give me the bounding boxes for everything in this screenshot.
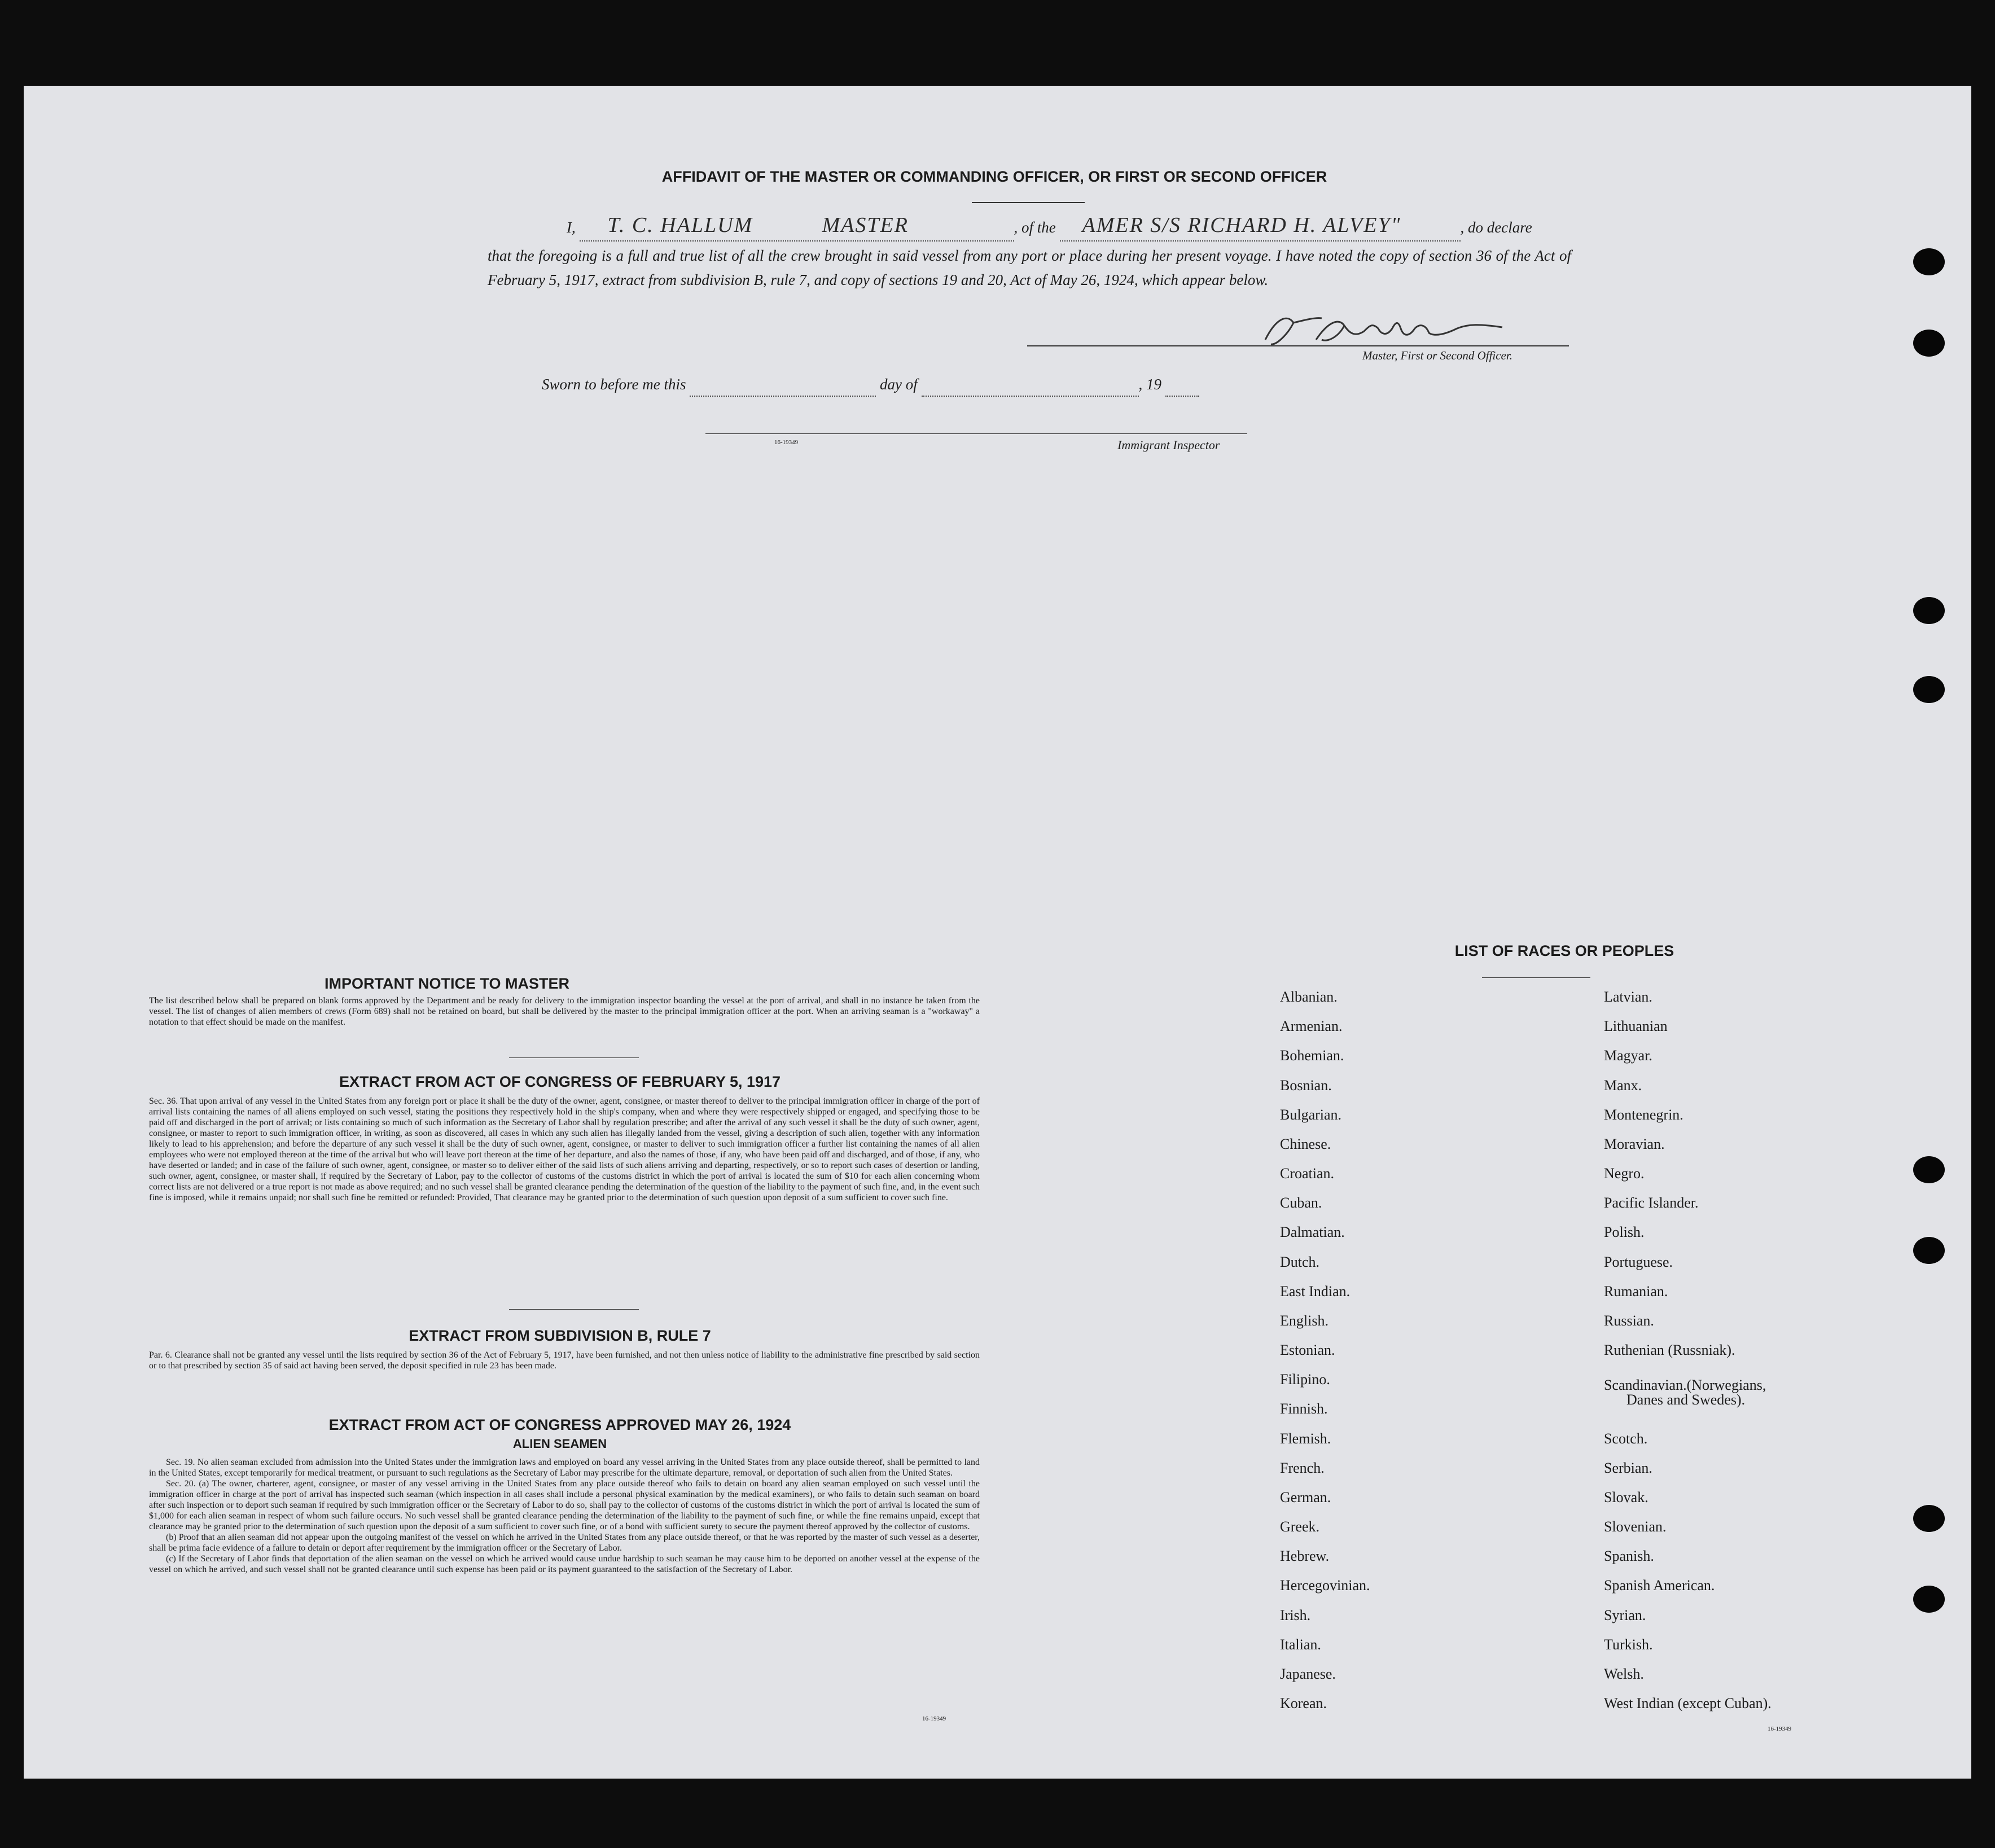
race-item: Negro. [1604, 1165, 1645, 1182]
race-item: Spanish. [1604, 1548, 1654, 1564]
race-item: Danes and Swedes). [1626, 1392, 1746, 1408]
race-item: Armenian. [1280, 1018, 1343, 1034]
extract-1924-title: EXTRACT FROM ACT OF CONGRESS APPROVED MAY 26, 1924 [328, 1416, 791, 1433]
race-item: Polish. [1604, 1224, 1645, 1240]
race-item: Cuban. [1280, 1195, 1322, 1211]
binder-hole [1913, 248, 1945, 275]
races-left-column [1280, 989, 1562, 1711]
race-item: Magyar. [1604, 1047, 1652, 1064]
rule7-body: Par. 6. Clearance shall not be granted any vessel until the lists required by section 36 of the Act of February 5, 1917, have been furnished, and not then unless notice of liability to the administrative fine prescribed by said section or to that prescribed by section 35 of said act having been served, the deposit specified in rule 23 has been made. [149, 1350, 980, 1371]
extract-1924-body [149, 1457, 980, 1575]
affidavit-form-number: 16-19349 [774, 439, 799, 446]
race-item: Japanese. [1280, 1666, 1336, 1682]
race-item: Slovak. [1604, 1489, 1648, 1505]
race-item: Lithuanian [1604, 1018, 1668, 1034]
inspector-signature-line [705, 433, 1247, 434]
of-the-label: , of the [1014, 219, 1056, 236]
sec-20c-paragraph: (c) If the Secretary of Labor finds that deportation of the alien seaman on the vessel on which he arrived would cause undue hardship to such seaman he may cause him to be deported on another vessel at the expense of the vessel on which he arrived, and such vessel shall not be granted clearance until such expense has been paid or its payment guaranteed to the satisfaction of the Secretary of Labor. [149, 1554, 980, 1574]
race-item: Italian. [1280, 1636, 1321, 1653]
race-item: Scandinavian.(Norwegians, [1604, 1377, 1766, 1393]
race-item: English. [1280, 1313, 1328, 1329]
sworn-year-field[interactable] [1165, 396, 1199, 397]
race-item: Hercegovinian. [1280, 1577, 1370, 1594]
i-word: I, [567, 219, 576, 236]
sworn-month-field[interactable] [922, 396, 1139, 397]
race-item: Greek. [1280, 1518, 1320, 1535]
year-label: , 19 [1138, 376, 1161, 393]
race-item: Montenegrin. [1604, 1107, 1683, 1123]
sworn-line [542, 372, 1275, 397]
extract-1917-body: Sec. 36. That upon arrival of any vessel in the United States from any foreign port or place it shall be the duty of the owner, agent, consignee, or master thereof to deliver to the principal immigration officer in charge of the port of arrival lists containing the names of all aliens employed on such vessel, stating the positions they respectively hold in the ship's company, when and where they were respectively shipped or engaged, and specifying those to be paid off and discharged in the port of arrival; or lists containing so much of such information as the Secretary of Labor shall by regulation prescribe; and after the arrival of any such vessel it shall be the duty of such owner, agent, consignee, or master to report to such immigration officer, in writing, as soon as discovered, all cases in which any such alien has illegally landed from the vessel, giving a description of such alien, together with any information likely to lead to his apprehension; and before the departure of any such vessel it shall be the duty of such owner, agent, consignee, or master to deliver to such immigration officer a further list containing the names of all alien employees who were not employed thereon at the time of the arrival but who will leave port thereon at the time of her departure, and also the names of those, if any, who have been paid off and discharged, and of those, if any, who have deserted or landed; and in case of the failure of such owner, agent, consignee, or master so to deliver either of the said lists of such aliens arriving and departing, respectively, or so to report such cases of desertion or landing, such owner, agent, consignee, or master shall, if required by the Secretary of Labor, pay to the collector of customs of the customs district in which the port of arrival is located the sum of $10 for each alien concerning whom correct lists are not delivered or a true report is not made as above required; and no such vessel shall be granted clearance pending the determination of the question of the liability to the payment of such fine, and, in the event such fine is imposed, while it remains unpaid; nor shall such fine be remitted or refunded: Provided, That clearance may be granted prior to the determination of such question upon deposit of a sum sufficient to cover such fine. [149, 1096, 980, 1202]
sworn-date-field[interactable] [690, 396, 876, 397]
sec-20a-paragraph: Sec. 20. (a) The owner, charterer, agent, consignee, or master of any vessel arriving in the United States from any place outside thereof who fails to detain on board any alien seaman employed on such vessel until the immigration officer in charge at the port of arrival has inspected such seaman (which inspection in all cases shall include a personal physical examination by the medical examiners), or who fails to detain such seaman on board after such inspection or to deport such seaman if required by such immigration officer or the Secretary of Labor to do so, shall pay to the collector of customs of the customs district in which the port of arrival is located the sum of $1,000 for each alien seaman in respect of whom such failure occurs. No such vessel shall be granted clearance pending the determination of the liability to the payment of such fine, or while the fine remains unpaid, except that clearance may be granted prior to the determination of such question upon the deposit of a sum sufficient to cover such fine, or of a bond with sufficient surety to secure the payment thereof approved by the collector of customs. [149, 1479, 980, 1531]
vessel-name-field[interactable] [1060, 213, 1461, 242]
race-item: Estonian. [1280, 1342, 1335, 1358]
race-item: Latvian. [1604, 989, 1652, 1005]
races-right-column [1604, 989, 1886, 1711]
master-signature [1254, 311, 1514, 351]
binder-hole [1913, 330, 1945, 357]
race-item: Manx. [1604, 1077, 1642, 1094]
races-form-number: 16-19349 [1768, 1726, 1792, 1732]
race-item: Hebrew. [1280, 1548, 1330, 1564]
race-item: Albanian. [1280, 989, 1338, 1005]
race-item: Dalmatian. [1280, 1224, 1345, 1240]
race-item: French. [1280, 1460, 1325, 1476]
binder-hole [1913, 597, 1945, 624]
divider [509, 1057, 639, 1058]
day-of-label: day of [880, 376, 918, 393]
race-item: Syrian. [1604, 1607, 1646, 1623]
race-item: Welsh. [1604, 1666, 1644, 1682]
sec-20b-paragraph: (b) Proof that an alien seaman did not appear upon the outgoing manifest of the vessel on which he arrived in the United States from any place outside thereof, or that he was reported by the master of such vessel as a deserter, shall be prima facie evidence of a failure to detain or deport after requirement by the immigration officer or the Secretary of Labor. [149, 1533, 980, 1553]
extract-form-number: 16-19349 [922, 1715, 946, 1722]
race-item: Spanish American. [1604, 1577, 1715, 1594]
race-item: Bosnian. [1280, 1077, 1332, 1094]
inspector-label: Immigrant Inspector [1117, 438, 1220, 452]
binder-hole [1913, 1586, 1945, 1613]
form-page [24, 86, 1971, 1779]
race-item: Filipino. [1280, 1371, 1330, 1388]
rule7-title: EXTRACT FROM SUBDIVISION B, RULE 7 [409, 1327, 711, 1344]
divider [972, 202, 1085, 203]
race-item: West Indian (except Cuban). [1604, 1695, 1772, 1711]
notice-title: IMPORTANT NOTICE TO MASTER [325, 975, 569, 992]
binder-hole [1913, 676, 1945, 703]
race-item: Finnish. [1280, 1401, 1328, 1417]
divider [1482, 977, 1590, 978]
affidavit-declaration-line [567, 213, 1582, 242]
sworn-label: Sworn to before me this [542, 376, 686, 393]
master-name-field[interactable] [580, 213, 1014, 242]
race-item: Turkish. [1604, 1636, 1653, 1653]
race-item: Rumanian. [1604, 1283, 1668, 1300]
races-title: LIST OF RACES OR PEOPLES [1454, 942, 1674, 959]
notice-body: The list described below shall be prepared on blank forms approved by the Department and be ready for delivery to the immigration inspector boarding the vessel at the port of arrival, and shall in no instance be taken from the vessel. The list of changes of alien members of crews (Form 689) shall not be retained on board, but shall be delivered by the master to the principal immigration officer at the port. When an arriving seaman is a "workaway" a notation to that effect should be made on the manifest. [149, 996, 980, 1027]
affidavit-body: that the foregoing is a full and true list of all the crew brought in said vessel from any port or place during her present voyage. I have noted the copy of section 36 of the Act of February 5, 1917, extract from subdivision B, rule 7, and copy of sections 19 and 20, Act of May 26, 1924, which appear below. [488, 247, 1571, 288]
race-item: Moravian. [1604, 1136, 1665, 1152]
extract-1917-title: EXTRACT FROM ACT OF CONGRESS OF FEBRUARY 5, 1917 [339, 1073, 781, 1090]
race-item: Croatian. [1280, 1165, 1335, 1182]
race-item: German. [1280, 1489, 1331, 1505]
race-item: Dutch. [1280, 1254, 1320, 1270]
master-rank-handwritten: MASTER [822, 213, 909, 237]
signature-caption: Master, First or Second Officer. [1362, 349, 1512, 362]
do-declare-label: , do declare [1460, 219, 1532, 236]
race-item: East Indian. [1280, 1283, 1351, 1300]
binder-hole [1913, 1505, 1945, 1532]
race-item: Slovenian. [1604, 1518, 1667, 1535]
race-item: Bulgarian. [1280, 1107, 1342, 1123]
race-item: Pacific Islander. [1604, 1195, 1699, 1211]
race-item: Chinese. [1280, 1136, 1331, 1152]
race-item: Serbian. [1604, 1460, 1652, 1476]
race-item: Irish. [1280, 1607, 1311, 1623]
vessel-name-handwritten: AMER S/S RICHARD H. ALVEY" [1082, 213, 1401, 237]
binder-hole [1913, 1156, 1945, 1183]
sec-19-paragraph: Sec. 19. No alien seaman excluded from admission into the United States under the immigration laws and employed on board any vessel arriving in the United States from any place outside thereof, shall be permitted to land in the United States, except temporarily for medical treatment, or pursuant to such regulations as the Secretary of Labor may prescribe for the ultimate departure, removal, or deportation of such alien from the United States. [149, 1458, 980, 1478]
divider [509, 1309, 639, 1310]
race-item: Scotch. [1604, 1430, 1648, 1447]
race-item: Flemish. [1280, 1430, 1331, 1447]
affidavit-title: AFFIDAVIT OF THE MASTER OR COMMANDING OFFICER, OR FIRST OR SECOND OFFICER [661, 168, 1327, 185]
race-item: Korean. [1280, 1695, 1327, 1711]
extract-1924-subtitle: ALIEN SEAMEN [512, 1437, 607, 1451]
race-item: Bohemian. [1280, 1047, 1344, 1064]
binder-hole [1913, 1237, 1945, 1264]
race-item: Portuguese. [1604, 1254, 1673, 1270]
master-name-handwritten: T. C. HALLUM [607, 213, 753, 237]
race-item: Russian. [1604, 1313, 1654, 1329]
race-item: Ruthenian (Russniak). [1604, 1342, 1735, 1358]
